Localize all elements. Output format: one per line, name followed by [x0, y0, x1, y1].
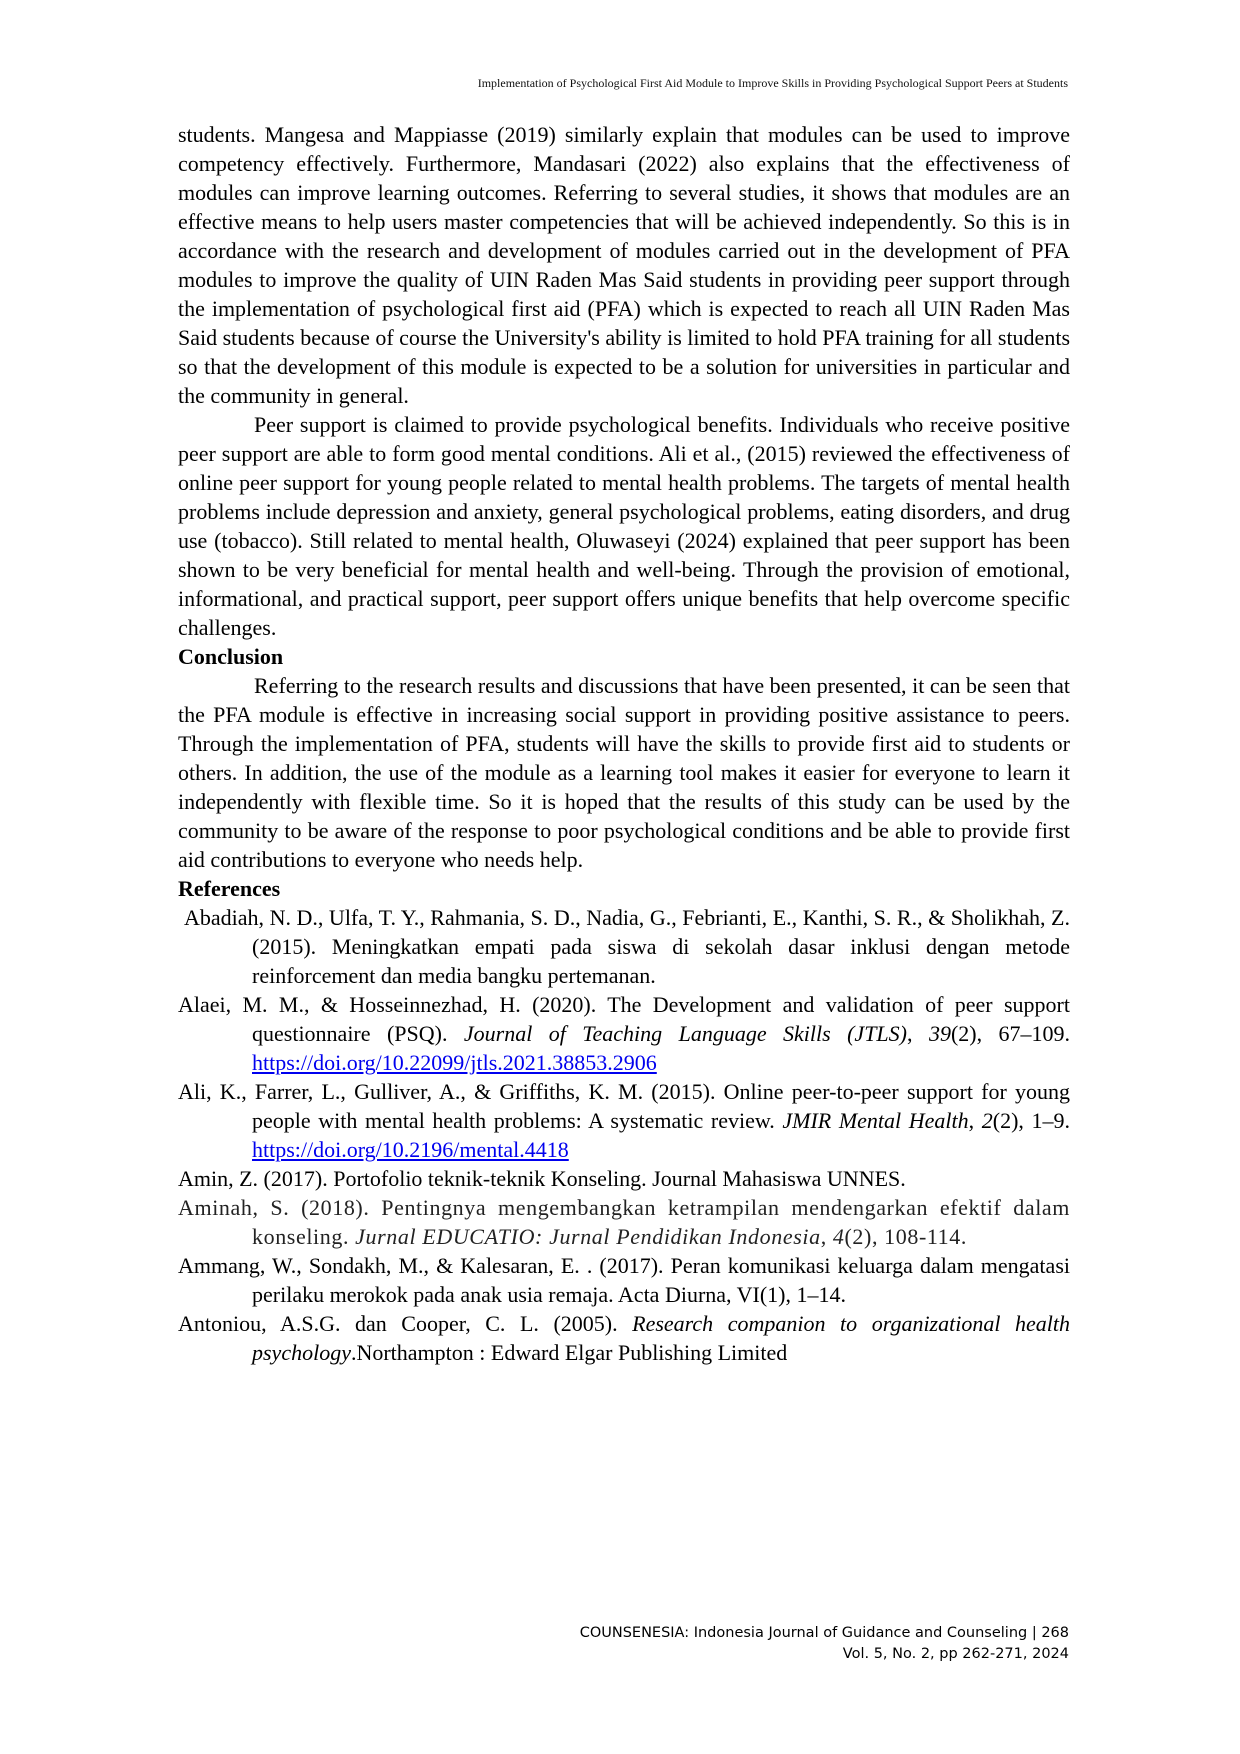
doi-link[interactable]: https://doi.org/10.22099/jtls.2021.38853.2906 [252, 1050, 657, 1075]
reference-volume: 4 [832, 1224, 845, 1249]
reference-text: Amin, Z. (2017). Portofolio teknik-teknik Konseling. Journal Mahasiswa UNNES. [178, 1166, 906, 1191]
reference-journal: Jurnal EDUCATIO: Jurnal Pendidikan Indonesia [355, 1224, 821, 1249]
reference-journal: Journal of Teaching Language Skills (JTLS) [463, 1021, 907, 1046]
reference-text: Aminah, S. (2018). Pentingnya mengembangkan ketrampilan mendengarkan efektif dalam konseling. [178, 1195, 1070, 1249]
doi-link[interactable]: https://doi.org/10.2196/mental.4418 [252, 1137, 569, 1162]
reference-list [178, 903, 1070, 1367]
body-paragraph: students. Mangesa and Mappiasse (2019) similarly explain that modules can be used to improve competency effectively. Furthermore, Mandasari (2022) also explains that the effectiveness of modules can improve learning outcomes. Referring to several studies, it shows that modules are an effective means to help users master competencies that will be achieved independently. So this is in accordance with the research and development of modules carried out in the development of PFA modules to improve the quality of UIN Raden Mas Said students in providing peer support through the implementation of psychological first aid (PFA) which is expected to reach all UIN Raden Mas Said students because of course the University's ability is limited to hold PFA training for all students so that the development of this module is expected to be a solution for universities in particular and the community in general. [178, 122, 1070, 408]
reference-item [178, 1164, 1070, 1193]
reference-item [178, 903, 1070, 990]
reference-item [178, 990, 1070, 1077]
reference-pages: (2), 108-114. [844, 1224, 967, 1249]
reference-text: Ammang, W., Sondakh, M., & Kalesaran, E. . (2017). Peran komunikasi keluarga dalam mengatasi perilaku merokok pada anak usia remaja. Acta Diurna, VI(1), 1–14. [178, 1253, 1070, 1307]
conclusion-paragraph: Referring to the research results and discussions that have been presented, it can be seen that the PFA module is effective in increasing social support in providing positive assistance to peers. Through the implementation of PFA, students will have the skills to provide first aid to students or others. In addition, the use of the module as a learning tool makes it easier for everyone to learn it independently with flexible time. So it is hoped that the results of this study can be used by the community to be aware of the response to poor psychological conditions and be able to provide first aid contributions to everyone who needs help. [178, 673, 1070, 872]
footer-journal-line: COUNSENESIA: Indonesia Journal of Guidance and Counseling | 268 [579, 1625, 1069, 1641]
page-footer [580, 1623, 1069, 1665]
article-body [178, 120, 1070, 1367]
reference-text: Alaei, M. M., & Hosseinnezhad, H. (2020). The Development and validation of peer support questionnaire (PSQ). [178, 992, 1070, 1046]
body-paragraph: Peer support is claimed to provide psychological benefits. Individuals who receive positive peer support are able to form good mental conditions. Ali et al., (2015) reviewed the effectiveness of online peer support for young people related to mental health problems. The targets of mental health problems include depression and anxiety, general psychological problems, eating disorders, and drug use (tobacco). Still related to mental health, Oluwaseyi (2024) explained that peer support has been shown to be very beneficial for mental health and well-being. Through the provision of emotional, informational, and practical support, peer support offers unique benefits that help overcome specific challenges. [178, 412, 1070, 640]
reference-separator: , [968, 1108, 982, 1133]
footer-volume-line: Vol. 5, No. 2, pp 262-271, 2024 [842, 1646, 1069, 1662]
reference-pages: (2), 67–109. [950, 1021, 1071, 1046]
reference-text: Abadiah, N. D., Ulfa, T. Y., Rahmania, S. D., Nadia, G., Febrianti, E., Kanthi, S. R., & Sholikhah, Z. (2015). Meningkatkan empati pada siswa di sekolah dasar inklusi dengan metode reinforcement dan media bangku pertemanan. [184, 905, 1070, 988]
reference-text: Antoniou, A.S.G. dan Cooper, C. L. (2005). [178, 1311, 633, 1336]
reference-separator: , [820, 1224, 833, 1249]
section-heading-conclusion: Conclusion [178, 644, 284, 669]
reference-book-title: Research companion to organizational health psychology [252, 1311, 1070, 1365]
reference-text: Ali, K., Farrer, L., Gulliver, A., & Griffiths, K. M. (2015). Online peer-to-peer support for young people with mental health problems: A systematic review. [178, 1079, 1070, 1133]
reference-journal: JMIR Mental Health [782, 1108, 969, 1133]
reference-item [178, 1309, 1070, 1367]
section-heading-references: References [178, 876, 281, 901]
reference-publisher: .Northampton : Edward Elgar Publishing Limited [350, 1340, 788, 1365]
reference-item [178, 1193, 1070, 1251]
reference-pages: (2), 1–9. [992, 1108, 1070, 1133]
reference-item [178, 1251, 1070, 1309]
reference-separator: , [907, 1021, 929, 1046]
reference-volume: 2 [981, 1108, 993, 1133]
reference-volume: 39 [928, 1021, 951, 1046]
reference-item [178, 1077, 1070, 1164]
running-header: Implementation of Psychological First Aid Module to Improve Skills in Providing Psychological Support Peers at Students [477, 76, 1068, 90]
